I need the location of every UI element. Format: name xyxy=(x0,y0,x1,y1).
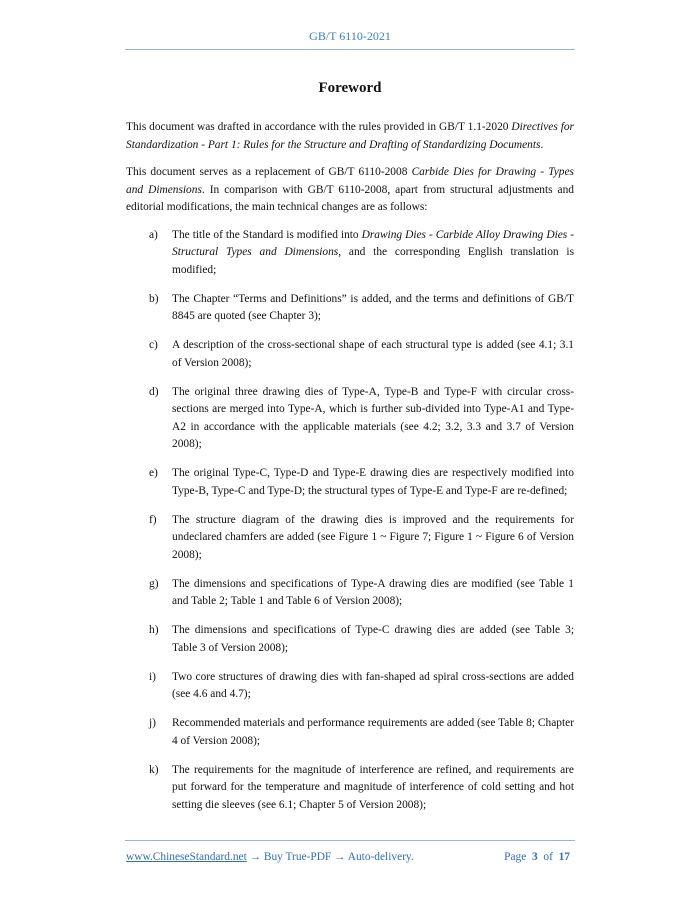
list-item-text: Recommended materials and performance requirements are added (see Table 8; Chapter 4 of Version 2008); xyxy=(172,717,574,747)
list-item xyxy=(126,622,574,657)
list-item-text: The original Type-C, Type-D and Type-E drawing dies are respectively modified into Type-B, Type-C and Type-D; the structural types of Type-E and Type-F are re-defined; xyxy=(172,467,574,497)
list-item xyxy=(126,715,574,750)
list-item-text: A description of the cross-sectional shape of each structural type is added (see 4.1; 3.1 of Version 2008); xyxy=(172,339,574,369)
page-total: 17 xyxy=(558,851,570,863)
list-item xyxy=(126,337,574,372)
document-body xyxy=(126,119,574,826)
list-item xyxy=(126,291,574,326)
list-item-text: The title of the Standard is modified into xyxy=(172,228,362,241)
paragraph-text: . In comparison with GB/T 6110-2008, apart from structural adjustments and editorial modifications, the main technical changes are as follows: xyxy=(126,183,574,213)
chinesestandard-link[interactable]: www.ChineseStandard.net xyxy=(126,851,247,863)
list-item xyxy=(126,512,574,565)
list-item-text: The original three drawing dies of Type-A, Type-B and Type-F with circular cross-sections are merged into Type-A, which is further sub-divided into Type-A1 and Type-A2 in accordance with the applicable materials (see 4.2; 3.2, 3.3 and 3.7 of Version 2008); xyxy=(172,385,574,450)
page-number xyxy=(504,851,570,863)
list-marker: b) xyxy=(149,292,159,305)
paragraph xyxy=(126,119,574,154)
list-item-italic: Drawing Dies - Carbide Alloy Drawing Dies - Structural Types and Dimensions xyxy=(172,228,574,258)
list-item-text: The dimensions and specifications of Type-C drawing dies are added (see Table 3; Table 3 of Version 2008); xyxy=(172,624,574,654)
list-item xyxy=(126,762,574,815)
paragraph-italic-title: Directives for Standardization - Part 1: Rules for the Structure and Drafting of Standardizing Documents xyxy=(126,121,574,151)
paragraph xyxy=(126,164,574,217)
page-label: Page xyxy=(504,851,527,863)
page-of-label: of xyxy=(543,851,553,863)
page-footer xyxy=(126,851,574,863)
auto-delivery-text: Auto-delivery. xyxy=(347,851,414,863)
list-item xyxy=(126,465,574,500)
paragraph-text: This document was drafted in accordance with the rules provided in GB/T 1.1-2020 xyxy=(126,121,512,133)
list-item-text: The Chapter “Terms and Definitions” is added, and the terms and definitions of GB/T 8845 are quoted (see Chapter 3); xyxy=(172,292,574,322)
list-item-text: The structure diagram of the drawing dies is improved and the requirements for undeclared chamfers are added (see Figure 1 ~ Figure 7; Figure 1 ~ Figure 6 of Version 2008); xyxy=(172,513,574,561)
list-item xyxy=(126,227,574,280)
list-item-text: The dimensions and specifications of Type-A drawing dies are modified (see Table 1 and Table 2; Table 1 and Table 6 of Version 2008); xyxy=(172,577,574,607)
list-marker: e) xyxy=(149,467,158,479)
list-item-text: , and the corresponding English translation is modified; xyxy=(172,246,574,276)
paragraph-italic-title: Carbide Dies for Drawing - Types and Dimensions xyxy=(126,166,574,196)
list-item xyxy=(126,669,574,704)
list-marker: c) xyxy=(149,339,158,351)
paragraph-text: . xyxy=(540,138,544,151)
list-marker: a) xyxy=(149,228,158,241)
page-title: Foreword xyxy=(318,80,382,96)
document-code-header: GB/T 6110-2021 xyxy=(309,29,391,43)
list-marker: d) xyxy=(149,385,159,398)
footer-divider xyxy=(125,840,575,841)
list-marker: f) xyxy=(149,513,157,526)
paragraph-text: This document serves as a replacement of GB/T 6110-2008 xyxy=(126,166,412,178)
list-item-text: Two core structures of drawing dies with fan-shaped ad spiral cross-sections are added (see 4.6 and 4.7); xyxy=(172,670,574,700)
arrow-icon: → xyxy=(246,851,264,863)
list-marker: j) xyxy=(149,717,156,729)
list-marker: g) xyxy=(149,577,159,590)
list-item-text: The requirements for the magnitude of interference are refined, and requirements are put forward for the temperature and magnitude of interference of cold setting and hot setting die sleeves (see 6.1; Chapter 5 of Version 2008); xyxy=(172,763,574,811)
buy-true-pdf-text: Buy True-PDF xyxy=(263,851,332,863)
list-marker: k) xyxy=(149,763,159,776)
list-item xyxy=(126,576,574,611)
arrow-icon: → xyxy=(331,851,348,863)
page-current: 3 xyxy=(532,851,538,863)
list-item xyxy=(126,384,574,454)
header-divider xyxy=(125,49,575,50)
list-marker: i) xyxy=(149,670,156,683)
list-marker: h) xyxy=(149,624,159,636)
changes-list xyxy=(126,227,574,815)
